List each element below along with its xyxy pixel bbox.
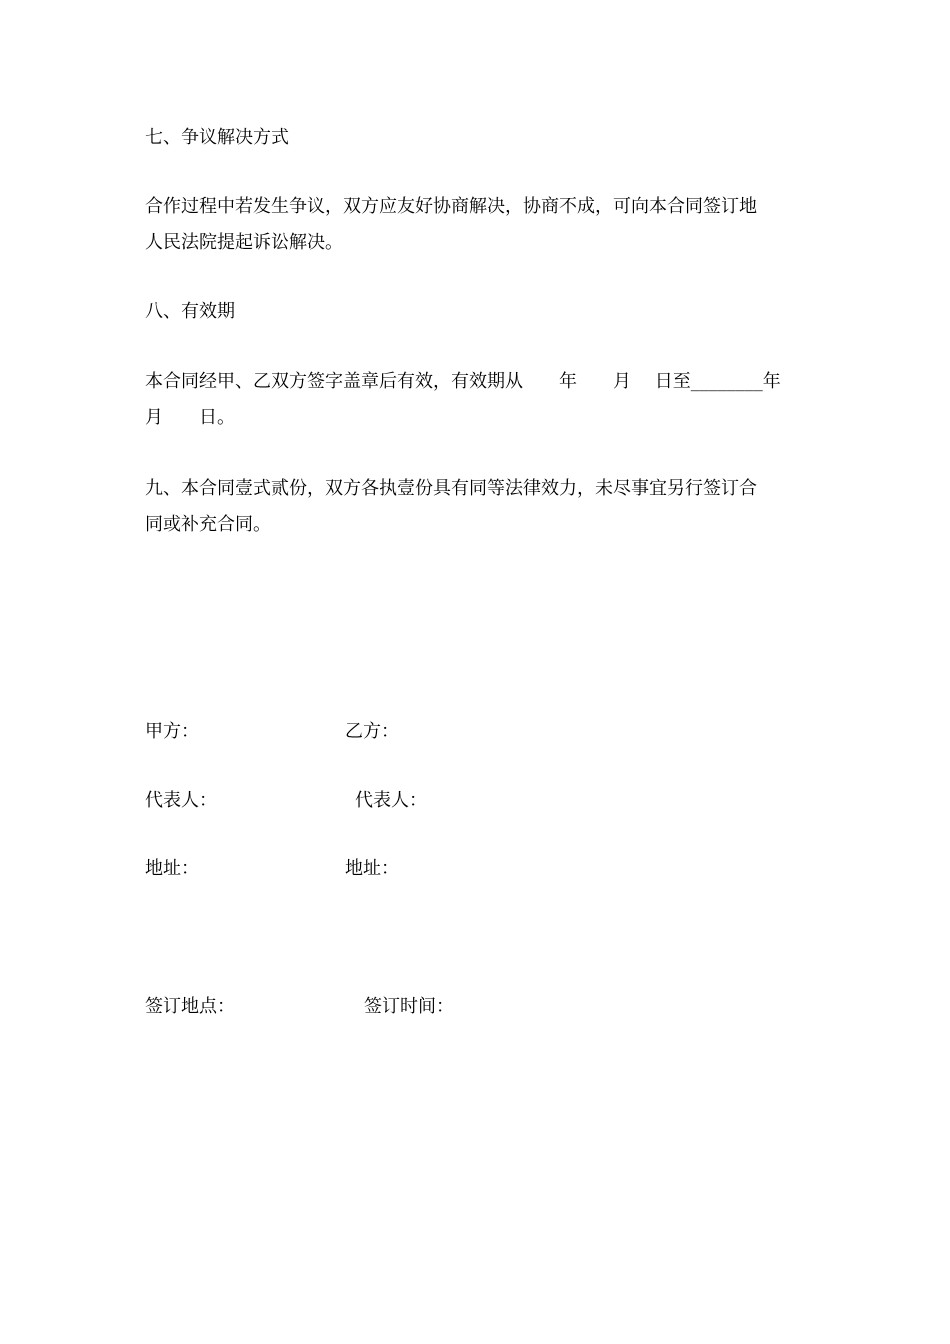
signing-time-label: 签订时间： [364,996,454,1017]
party-b-label: 乙方： [345,721,399,742]
party-b-address-label: 地址： [345,858,399,879]
section-7-body-line-2: 人民法院提起诉讼解决。 [145,232,343,253]
section-8-body-line-1: 本合同经甲、乙双方签字盖章后有效，有效期从 年 月 日至________年 [145,371,781,392]
section-8-heading: 八、有效期 [145,301,235,322]
section-7-heading: 七、争议解决方式 [145,127,289,148]
party-a-representative-label: 代表人： [145,790,217,811]
section-8-body-line-2: 月 日。 [145,407,235,428]
party-a-label: 甲方： [145,721,199,742]
section-7-body-line-1: 合作过程中若发生争议，双方应友好协商解决，协商不成，可向本合同签订地 [145,196,757,217]
section-9-body-line-2: 同或补充合同。 [145,514,271,535]
section-9-body-line-1: 九、本合同壹式贰份，双方各执壹份具有同等法律效力，未尽事宜另行签订合 [145,478,757,499]
party-a-address-label: 地址： [145,858,199,879]
party-b-representative-label: 代表人： [355,790,427,811]
signing-place-label: 签订地点： [145,996,235,1017]
